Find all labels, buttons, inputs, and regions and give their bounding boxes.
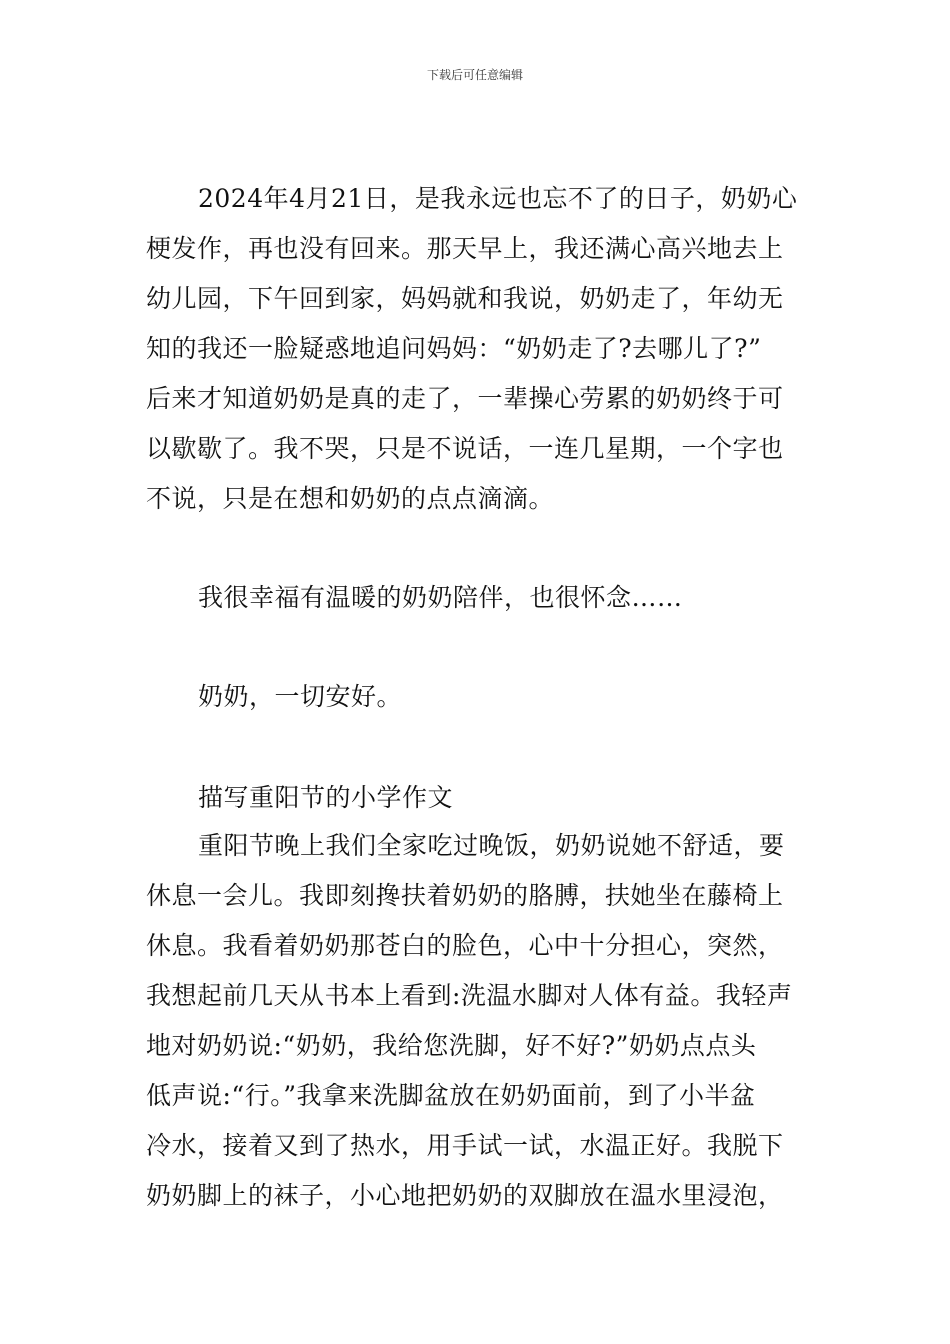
page-header: 下载后可任意编辑 bbox=[426, 68, 523, 82]
paragraph-line: 梗发作，再也没有回来。那天早上，我还满心高兴地去上 bbox=[146, 234, 784, 263]
essay-title-text: 描写重阳节的小学作文 bbox=[198, 783, 454, 812]
paragraph-line: 我想起前几天从书本上看到:洗温水脚对人体有益。我轻声 bbox=[146, 981, 793, 1010]
paragraph-line: 我很幸福有温暖的奶奶陪伴，也很怀念…… bbox=[198, 583, 683, 612]
paragraph-line: 奶奶，一切安好。 bbox=[198, 682, 403, 711]
paragraph-line: 2024年4月21日，是我永远也忘不了的日子，奶奶心 bbox=[198, 184, 798, 213]
paragraph-line: 休息。我看着奶奶那苍白的脸色，心中十分担心，突然， bbox=[146, 931, 784, 960]
paragraph-line: 低声说:“行。”我拿来洗脚盆放在奶奶面前，到了小半盆 bbox=[146, 1081, 756, 1110]
paragraph-line: 不说，只是在想和奶奶的点点滴滴。 bbox=[146, 484, 555, 513]
paragraph-line: 知的我还一脸疑惑地追问妈妈：“奶奶走了?去哪儿了?” bbox=[146, 334, 762, 363]
paragraph-line: 冷水，接着又到了热水，用手试一试，水温正好。我脱下 bbox=[146, 1131, 784, 1160]
paragraph-line: 幼儿园，下午回到家，妈妈就和我说，奶奶走了，年幼无 bbox=[146, 284, 784, 313]
paragraph-line: 以歇歇了。我不哭，只是不说话，一连几星期，一个字也 bbox=[146, 434, 784, 463]
paragraph-line: 休息一会儿。我即刻搀扶着奶奶的胳膊，扶她坐在藤椅上 bbox=[146, 881, 784, 910]
paragraph-line: 奶奶脚上的袜子，小心地把奶奶的双脚放在温水里浸泡， bbox=[146, 1181, 784, 1210]
paragraph-line: 后来才知道奶奶是真的走了，一辈操心劳累的奶奶终于可 bbox=[146, 384, 784, 413]
paragraph-line: 重阳节晚上我们全家吃过晚饭，奶奶说她不舒适，要 bbox=[198, 831, 785, 860]
paragraph-line: 地对奶奶说:“奶奶，我给您洗脚，好不好?”奶奶点点头 bbox=[146, 1031, 757, 1060]
